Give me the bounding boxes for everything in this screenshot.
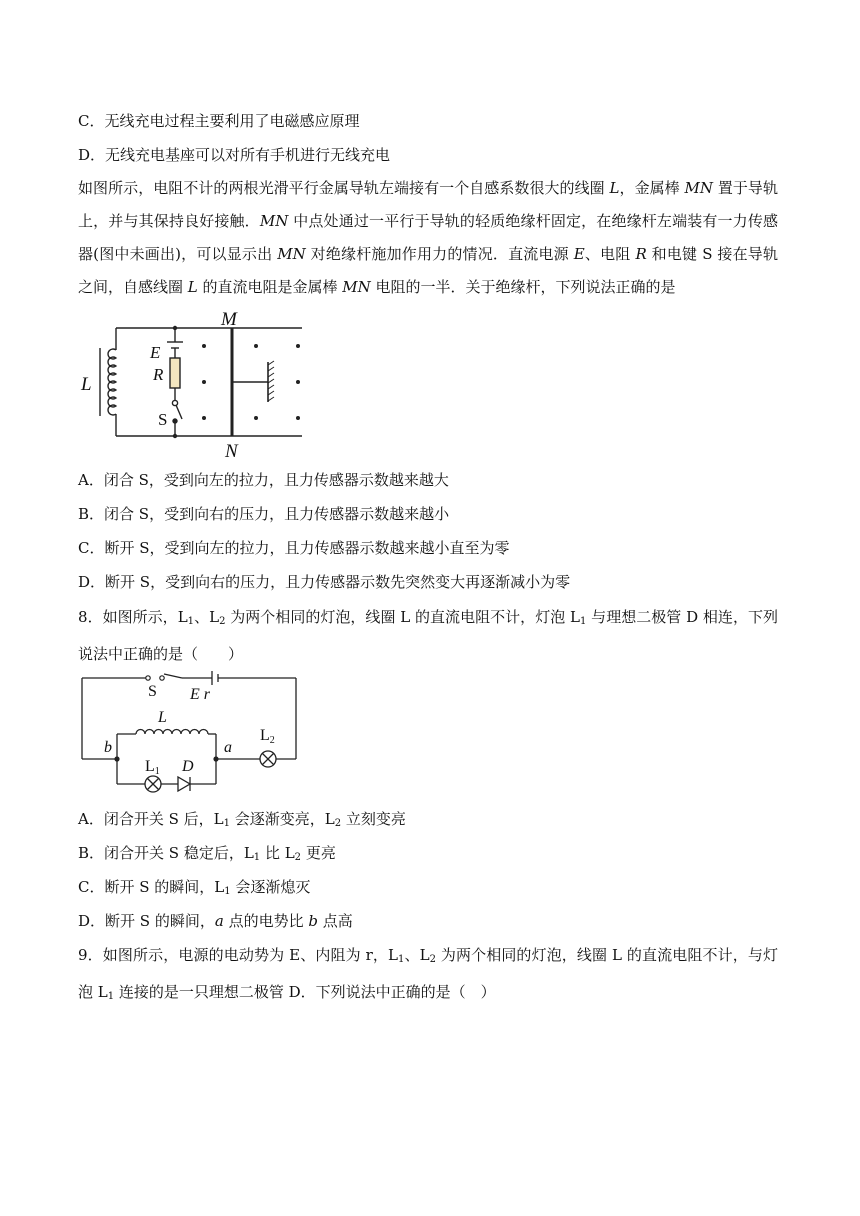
q7-option-c: C．断开 S，受到向左的拉力，且力传感器示数越来越小直至为零 [78,539,510,557]
label-e-r: E r [190,686,210,703]
prev-option-c: C．无线充电过程主要利用了电磁感应原理 [78,112,360,130]
q8-circuit-figure [78,668,308,800]
prev-option-d: D．无线充电基座可以对所有手机进行无线充电 [78,146,391,164]
q8-option-d: D．断开 S 的瞬间，a 点的电势比 b 点高 [78,912,353,930]
q8-stem: 8．如图所示，$L_1$、$L_2$ 为两个相同的灯泡，线圈 L 的直流电阻不计，灯泡 $L_1$ 与理想二极管 D 相连，下列说法中正确的是（ ） [78,608,778,663]
label-l1: L1 [145,758,160,777]
label-e: E [150,343,161,362]
label-switch-s: S [148,683,157,700]
label-b: b [104,739,112,756]
label-m: M [221,309,237,330]
q9-stem: 9．如图所示，电源的电动势为 E、内阻为 r，$L_1$、$L_2$ 为两个相同的灯泡，线圈 L 的直流电阻不计，与灯泡 $L_1$ 连接的是一只理想二极管 D．下列说法中正确的是（ ） [78,946,778,1002]
q7-option-a: A．闭合 S，受到向左的拉力，且力传感器示数越来越大 [78,471,449,489]
q7-stem: 如图所示，电阻不计的两根光滑平行金属导轨左端接有一个自感系数很大的线圈 L，金属棒 MN 置于导轨上，并与其保持良好接触．MN 中点处通过一平行于导轨的轻质绝缘杆固定，在绝缘杆左端装有一力传感器(图中未画出)，可以显示出 MN 对绝缘杆施加作用力的情况．直流电源 E、电阻 R 和电键 S 接在导轨之间，自感线圈 L 的直流电阻是金属棒 MN 电阻的一半．关于绝缘杆，下列说法正确的是 [78,179,778,296]
label-n: N [225,441,238,462]
label-l2: L2 [260,727,275,746]
q8-option-a: A．闭合开关 S 后，$L_1$ 会逐渐变亮，$L_2$ 立刻变亮 [78,810,406,829]
label-coil-l: L [81,374,92,395]
label-inductor-l: L [158,709,167,726]
q8-option-c: C．断开 S 的瞬间，$L_1$ 会逐渐熄灭 [78,878,311,897]
label-r: R [153,365,164,384]
label-s: S [158,410,168,429]
q7-option-b: B．闭合 S，受到向右的压力，且力传感器示数越来越小 [78,505,450,523]
q7-circuit-figure [78,308,318,460]
q8-option-b: B．闭合开关 S 稳定后，$L_1$ 比 $L_2$ 更亮 [78,844,336,863]
label-a: a [224,739,232,756]
q7-option-d: D．断开 S，受到向右的压力，且力传感器示数先突然变大再逐渐减小为零 [78,573,571,591]
label-diode-d: D [182,758,194,775]
